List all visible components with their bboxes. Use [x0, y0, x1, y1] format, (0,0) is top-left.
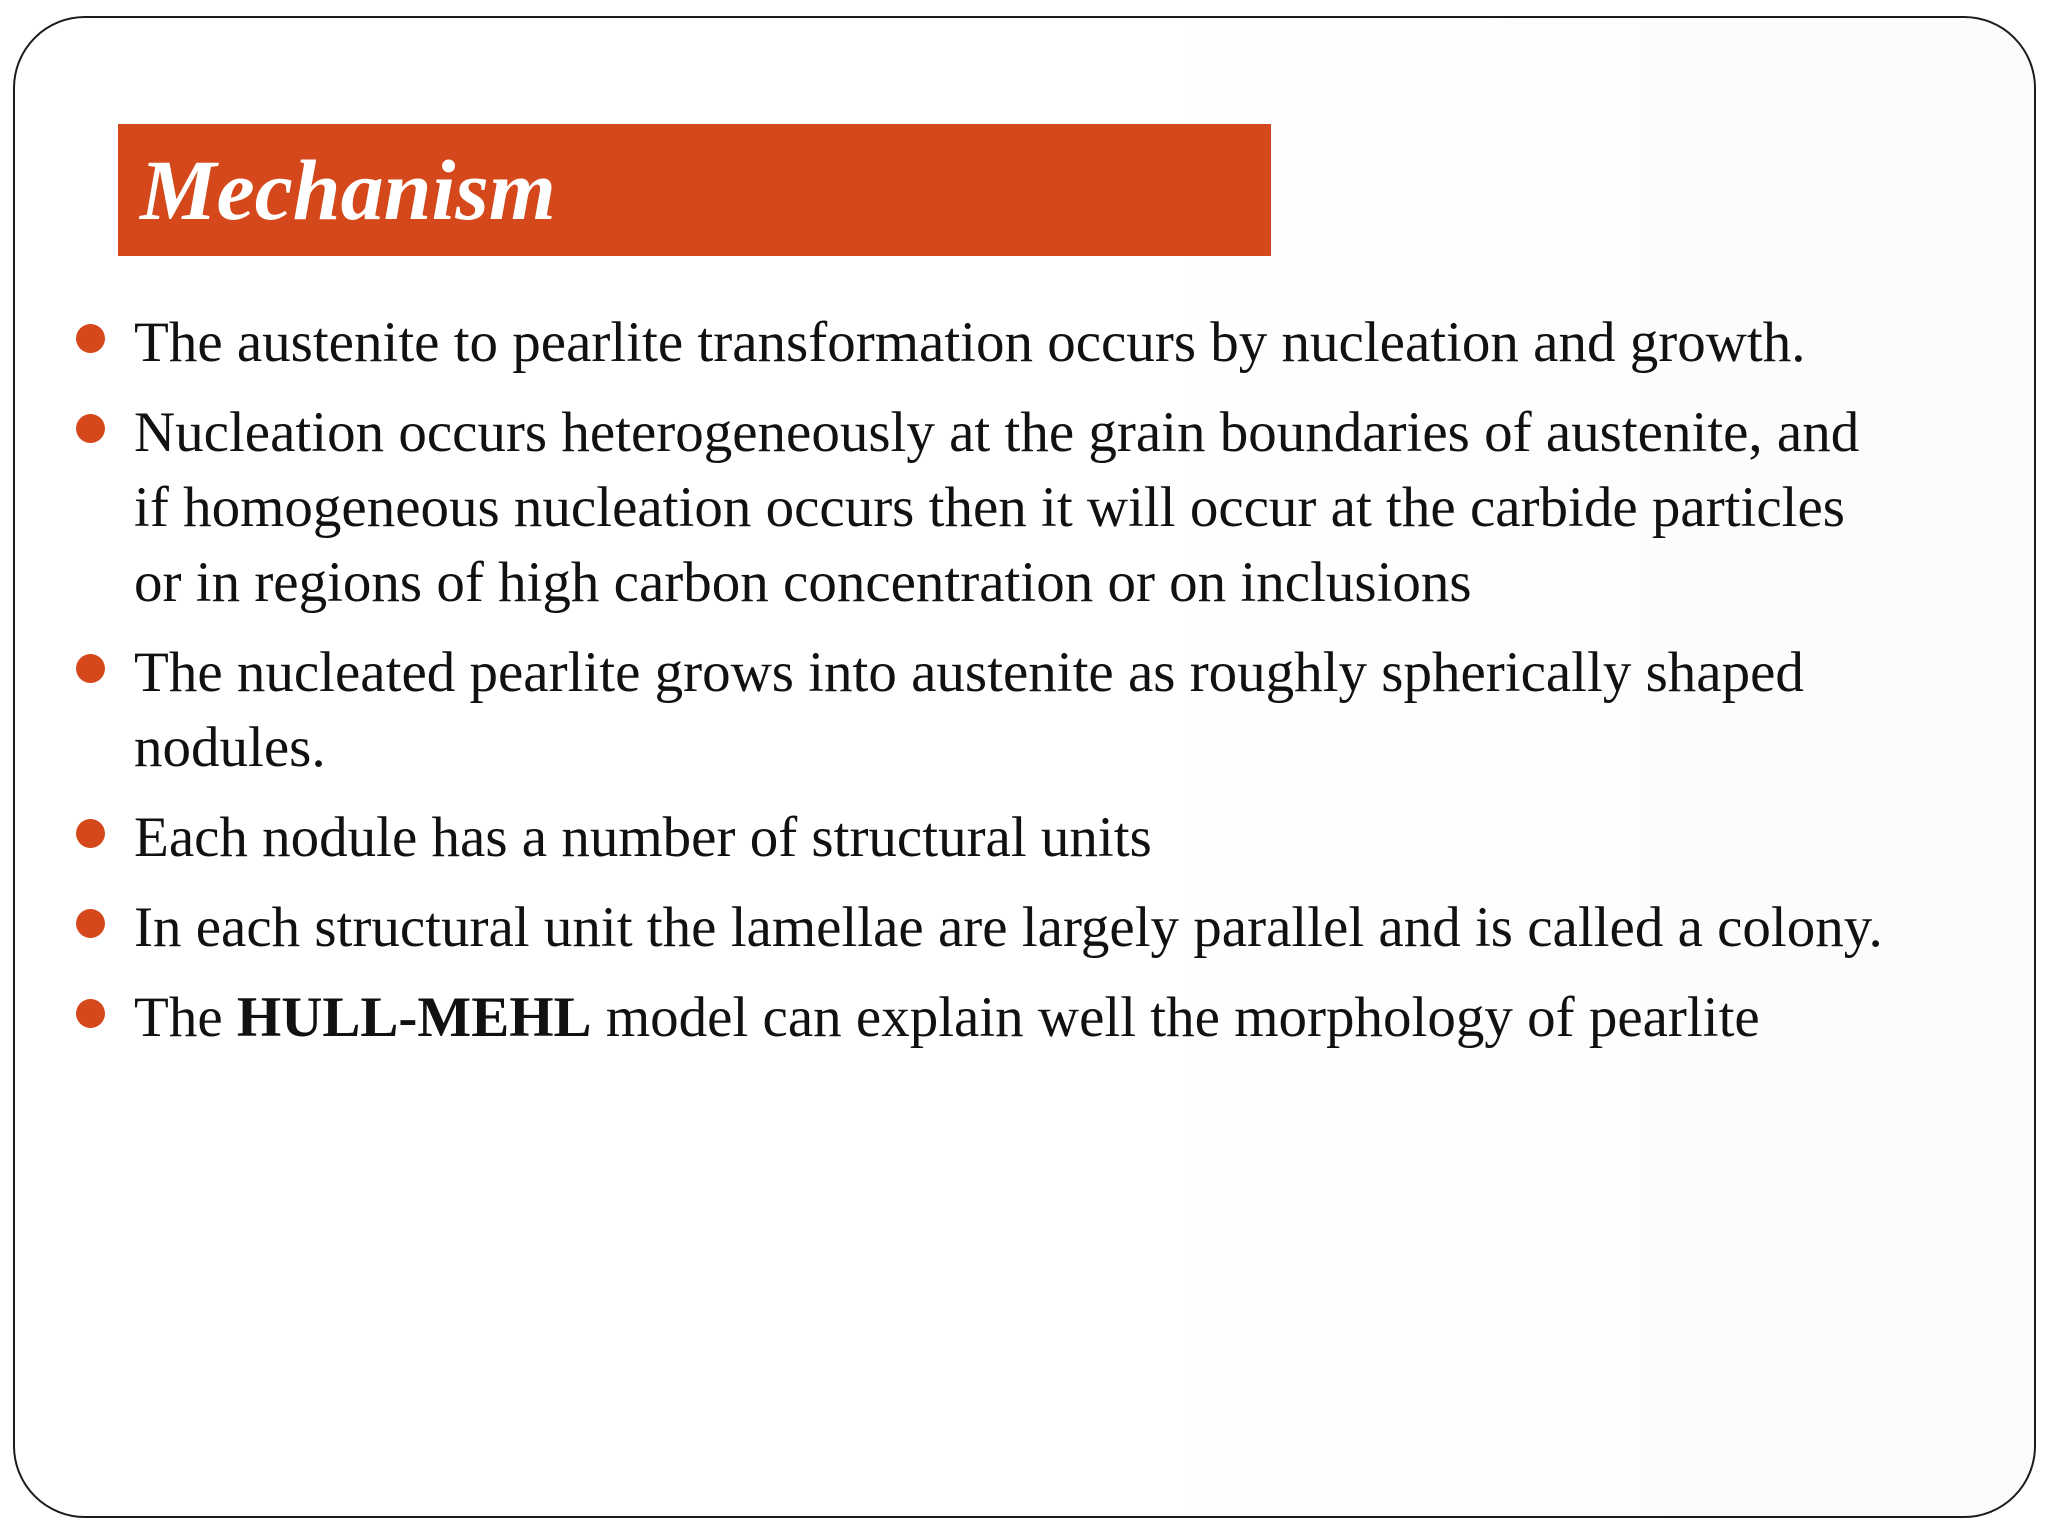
- bullet-text-suffix: model can explain well the morphology of pearlite: [591, 986, 1760, 1049]
- bullet-text-bold: HULL-MEHL: [236, 986, 592, 1049]
- bullet-text: The austenite to pearlite transformation occurs by nucleation and growth.: [134, 311, 1806, 374]
- slide-title: Mechanism: [140, 142, 556, 238]
- bullet-dot-icon: [76, 654, 105, 683]
- bullet-item-2: [72, 395, 1892, 620]
- bullet-item-1: [72, 305, 1892, 380]
- bullet-item-3: [72, 635, 1892, 785]
- bullet-dot-icon: [76, 324, 105, 353]
- bullet-item-4: [72, 800, 1892, 875]
- bullet-text: Nucleation occurs heterogeneously at the grain boundaries of austenite, and if homogeneous nucleation occurs then it will occur at the carbide particles or in regions of high carbon concentration or on inclusions: [134, 401, 1860, 614]
- title-bar: [118, 124, 1271, 256]
- bullet-dot-icon: [76, 414, 105, 443]
- bullet-dot-icon: [76, 819, 105, 848]
- bullet-dot-icon: [76, 999, 105, 1028]
- bullet-item-6: [72, 980, 1892, 1055]
- bullet-text-prefix: The: [134, 986, 237, 1049]
- bullet-dot-icon: [76, 909, 105, 938]
- bullet-text: The nucleated pearlite grows into austenite as roughly spherically shaped nodules.: [134, 641, 1804, 779]
- bullet-list: [72, 305, 1892, 1070]
- bullet-text: Each nodule has a number of structural units: [134, 806, 1152, 869]
- bullet-text: In each structural unit the lamellae are largely parallel and is called a colony.: [134, 896, 1883, 959]
- bullet-item-5: [72, 890, 1892, 965]
